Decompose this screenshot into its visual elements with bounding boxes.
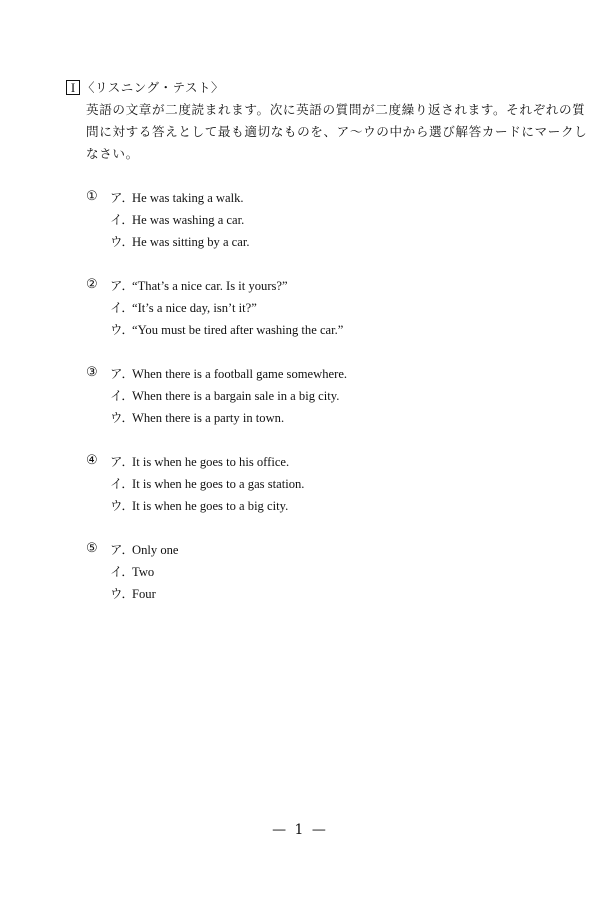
choice-label: ア． [110,542,135,557]
instruction-line: 英語の文章が二度読まれます。次に英語の質問が二度繰り返されます。それぞれの質 [86,102,586,117]
choice-label: ウ． [110,586,135,601]
choice-label: ア． [110,278,135,293]
choice-u [110,406,284,428]
choice-label: イ． [110,564,134,579]
question-number: ⑤ [86,541,98,556]
choice-i [110,472,304,494]
choice-text: When there is a football game somewhere. [132,367,348,381]
choice-u [110,494,288,516]
choice-a [110,538,179,560]
choice-text: When there is a bargain sale in a big city. [132,389,340,403]
choice-label: ウ． [110,498,135,513]
section-title: 〈リスニング・テスト〉 [82,80,225,95]
choice-label: ウ． [110,410,135,425]
choice-u [110,230,250,252]
question-number: ② [86,277,98,292]
instructions [86,99,588,165]
choice-label: イ． [110,388,134,403]
choice-text: He was taking a walk. [132,191,244,205]
choice-text: It is when he goes to his office. [132,455,290,469]
choice-label: ウ． [110,322,135,337]
choice-i [110,560,154,582]
choice-text: “You must be tired after washing the car.” [132,323,344,337]
choice-text: Four [132,587,156,601]
choice-a [110,450,289,472]
choice-text: When there is a party in town. [132,411,285,425]
question-number: ④ [86,453,98,468]
choice-text: It is when he goes to a gas station. [132,477,305,491]
choice-label: イ． [110,212,134,227]
choice-text: Only one [132,543,179,557]
choice-u [110,582,156,604]
question-number: ① [86,189,98,204]
choice-text: He was sitting by a car. [132,235,250,249]
choice-text: Two [132,565,155,579]
choice-label: ア． [110,366,135,381]
instruction-line: なさい。 [86,146,139,161]
choice-a [110,274,288,296]
question-number: ③ [86,365,98,380]
page-number: — 1 — [272,822,328,838]
section-header [66,78,224,96]
choice-i [110,296,257,318]
choice-a [110,186,244,208]
choice-label: ア． [110,190,135,205]
choice-label: ア． [110,454,135,469]
choice-text: He was washing a car. [132,213,245,227]
section-number-box: I [66,80,80,95]
choice-text: “That’s a nice car. Is it yours?” [132,279,288,293]
choice-u [110,318,343,340]
choice-label: イ． [110,300,134,315]
choice-text: “It’s a nice day, isn’t it?” [132,301,257,315]
choice-text: It is when he goes to a big city. [132,499,289,513]
choice-i [110,384,339,406]
choice-i [110,208,244,230]
choice-label: イ． [110,476,134,491]
instruction-line: 問に対する答えとして最も適切なものを、ア〜ウの中から選び解答カードにマークし [86,124,588,139]
choice-a [110,362,347,384]
choice-label: ウ． [110,234,135,249]
